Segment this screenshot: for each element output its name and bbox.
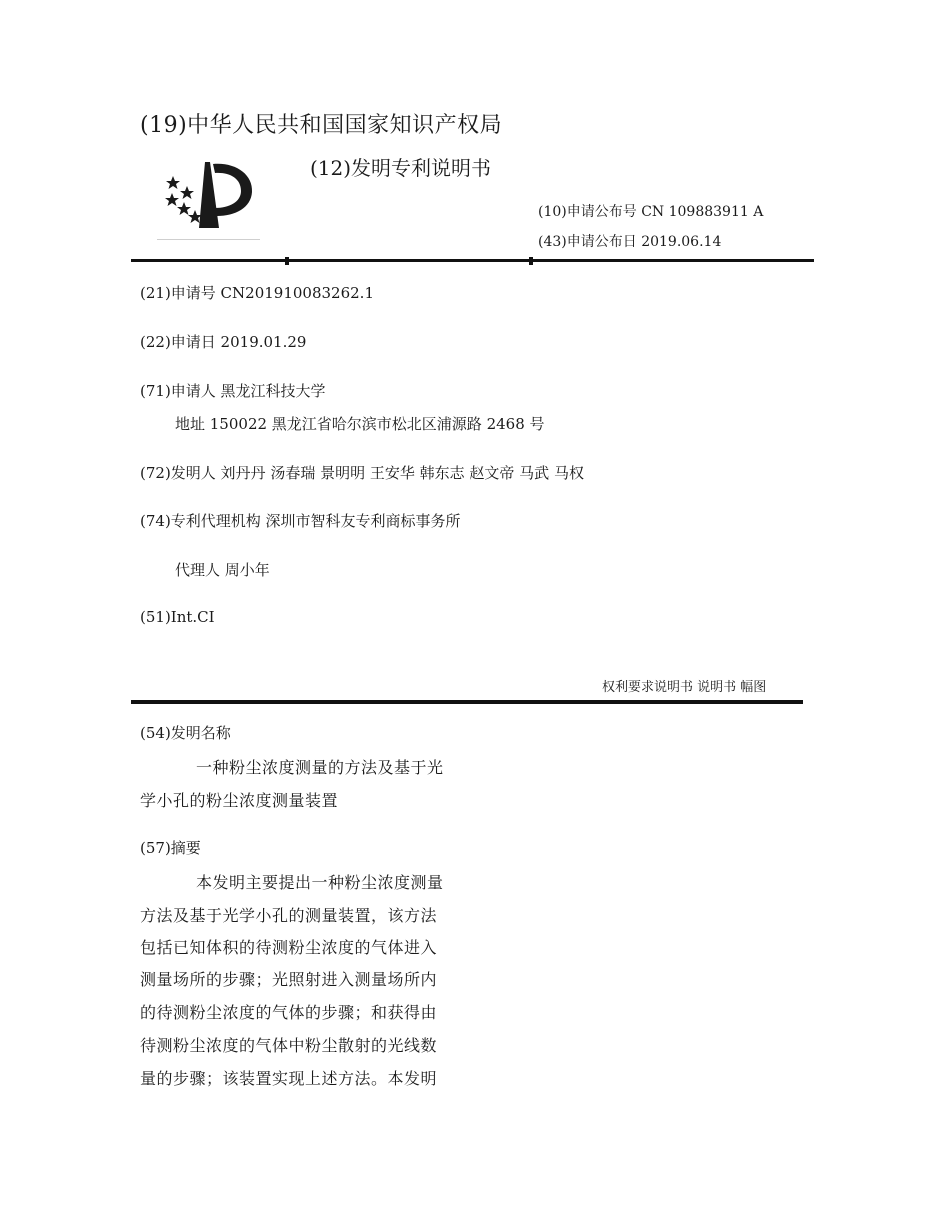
inventors: (72)发明人 刘丹丹 汤春瑞 景明明 王安华 韩东志 赵文帝 马武 马权 — [140, 464, 584, 482]
abstract-line: 本发明主要提出一种粉尘浓度测量 — [196, 873, 444, 892]
patent-agent: 代理人 周小年 — [175, 561, 270, 579]
applicant: (71)申请人 黑龙江科技大学 — [140, 382, 326, 400]
invention-title-line: 一种粉尘浓度测量的方法及基于光 — [196, 758, 444, 777]
publication-date: (43)申请公布日 2019.06.14 — [538, 234, 722, 250]
abstract-line: 量的步骤；该装置实现上述方法。本发明 — [140, 1069, 438, 1088]
application-date: (22)申请日 2019.01.29 — [140, 333, 307, 351]
abstract-line: 包括已知体积的待测粉尘浓度的气体进入 — [140, 938, 438, 957]
application-number: (21)申请号 CN201910083262.1 — [140, 284, 374, 302]
issuing-office: (19)中华人民共和国国家知识产权局 — [140, 113, 503, 138]
patent-agency: (74)专利代理机构 深圳市智科友专利商标事务所 — [140, 512, 461, 530]
document-type: (12)发明专利说明书 — [310, 156, 492, 180]
publication-number: (10)申请公布号 CN 109883911 A — [538, 204, 764, 220]
int-classification: (51)Int.CI — [140, 608, 215, 626]
cnipa-emblem-icon — [157, 150, 260, 239]
section-divider — [131, 700, 803, 704]
cnipa-logo — [157, 150, 260, 240]
star-icon — [165, 193, 179, 206]
abstract-line: 测量场所的步骤；光照射进入测量场所内 — [140, 970, 438, 989]
star-icon — [177, 202, 191, 215]
abstract-line: 方法及基于光学小孔的测量装置，该方法 — [140, 906, 438, 925]
divider-tick — [529, 257, 533, 265]
abstract-line: 的待测粉尘浓度的气体的步骤；和获得由 — [140, 1003, 438, 1022]
invention-title-heading: (54)发明名称 — [140, 724, 231, 742]
document-sections-links[interactable]: 权利要求说明书 说明书 幅图 — [602, 680, 767, 695]
divider-tick — [285, 257, 289, 265]
header-divider — [131, 259, 814, 262]
star-icon — [180, 186, 194, 199]
abstract-heading: (57)摘要 — [140, 839, 201, 857]
invention-title-line: 学小孔的粉尘浓度测量装置 — [140, 791, 339, 810]
star-icon — [166, 176, 180, 189]
abstract-line: 待测粉尘浓度的气体中粉尘散射的光线数 — [140, 1036, 438, 1055]
applicant-address: 地址 150022 黑龙江省哈尔滨市松北区浦源路 2468 号 — [175, 415, 545, 433]
